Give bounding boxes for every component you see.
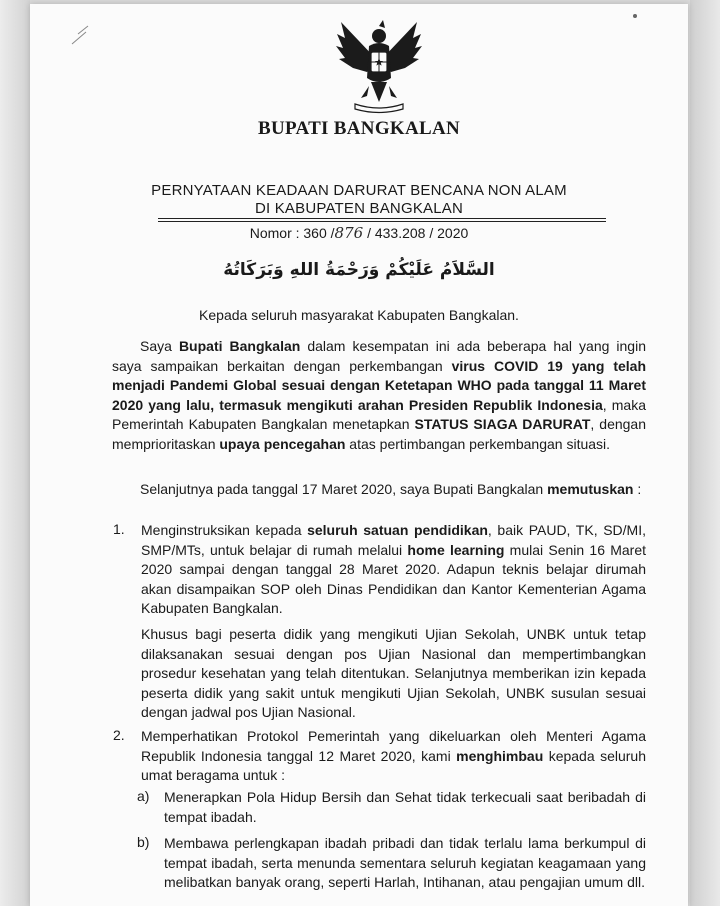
nomor-handwritten: 876 <box>334 224 364 242</box>
i1-text-3: mulai Senin 16 Maret 2020 sampai dengan tanggal 28 Maret 2020. Adapun teknis belajar dirumah akan disampaikan SOP oleh Dinas Pendidikan dan Kantor Kementerian Agama Kabupaten Bangkalan. <box>141 541 646 617</box>
i2-text-1: Memperhatikan Protokol Pemerintah yang dikeluarkan oleh Menteri Agama Republik Indonesia tanggal 12 Maret 2020, kami <box>141 728 646 764</box>
page-shadow-left <box>0 0 30 906</box>
p2-bold-1: memutuskan <box>547 481 634 497</box>
p2-text-2: : <box>633 481 642 497</box>
p1-bold-3: STATUS SIAGA DARURAT <box>414 416 591 433</box>
document-page <box>30 4 688 906</box>
p1-bold-4: upaya pencegahan <box>219 435 346 452</box>
i1-bold-1: seluruh satuan pendidikan <box>307 522 488 538</box>
item-1-extra: Khusus bagi peserta didik yang mengikuti Ujian Sekolah, UNBK untuk tetap dilaksanakan sesuai dengan pos Ujian Nasional dan mempertimbangkan prosedur kesehatan yang telah ditentukan. Selanjutnya memberikan izin kepada peserta didik yang sakit untuk mengikuti Ujian Sekolah, UNBK susulan sesuai dengan jadwal pos Ujian Nasional. <box>141 626 646 721</box>
p1-bold-1: Bupati Bangkalan <box>178 338 301 354</box>
nomor-prefix: Nomor : 360 / <box>249 225 335 241</box>
title-rule-top <box>158 218 606 219</box>
arabic-greeting: السَّلاَمُ عَلَيْكُمْ وَرَحْمَةُ اللهِ وَبَرَكَاتُهُ <box>223 260 495 280</box>
title-rule-bottom <box>158 221 606 222</box>
item-1-text <box>141 521 646 619</box>
item-2-text <box>141 727 646 786</box>
nomor-suffix: / 433.208 / 2020 <box>363 225 469 241</box>
p1-text-1: Saya <box>140 338 179 354</box>
p1-text-5: atas pertimbangan perkembangan situasi. <box>345 435 611 452</box>
p1-text-4: , dengan memprioritaskan <box>112 416 647 452</box>
i1-text-1: Menginstruksikan kepada <box>141 522 308 538</box>
declaration-title-line2: DI KABUPATEN BANGKALAN <box>254 200 464 217</box>
paragraph-1 <box>112 337 646 455</box>
subitem-b-label: b) <box>137 834 150 850</box>
i1-text-2: , baik PAUD, TK, SD/MI, SMP/MTs, untuk belajar di rumah melalui <box>141 522 646 558</box>
heading: BUPATI BANGKALAN <box>257 118 461 139</box>
i2-bold-1: menghimbau <box>456 747 544 764</box>
document-number <box>30 224 688 242</box>
p1-text-2: dalam kesempatan ini ada beberapa hal yang ingin saya sampaikan berkaitan dengan perkembangan <box>112 338 646 374</box>
item-2-number: 2. <box>113 727 125 743</box>
paragraph-2 <box>112 480 646 500</box>
item-1-number: 1. <box>113 521 125 537</box>
p1-text-3: , maka Pemerintah Kabupaten Bangkalan menetapkan <box>112 396 647 433</box>
p2-text-1: Selanjutnya pada tanggal 17 Maret 2020, saya Bupati Bangkalan <box>140 481 548 497</box>
i1-bold-2: home learning <box>407 541 505 558</box>
pen-mark-icon <box>68 22 98 48</box>
scan-dot <box>633 14 637 18</box>
subitem-a-label: a) <box>137 788 150 804</box>
page-shadow-right <box>690 0 720 906</box>
subitem-b-text: Membawa perlengkapan ibadah pribadi dan tidak terlalu lama berkumpul di tempat ibadah, serta menunda sementara seluruh kegiatan keagamaan yang melibatkan banyak orang, seperti Harlah, Intihanan, atau pengajian umum dll. <box>164 835 646 891</box>
garuda-emblem-icon <box>333 16 425 116</box>
declaration-title-line1: PERNYATAAN KEADAAN DARURAT BENCANA NON ALAM <box>151 182 567 199</box>
addressee: Kepada seluruh masyarakat Kabupaten Bangkalan. <box>199 307 519 323</box>
i2-text-2: kepada seluruh umat beragama untuk : <box>141 747 646 784</box>
subitem-a-text: Menerapkan Pola Hidup Bersih dan Sehat tidak terkecuali saat beribadah di tempat ibadah. <box>164 789 646 825</box>
p1-bold-2: virus COVID 19 yang telah menjadi Pandemi Global sesuai dengan Ketetapan WHO pada tanggal 11 Maret 2020 yang lalu, termasuk mengikuti arahan Presiden Republik Indonesia <box>112 357 646 413</box>
